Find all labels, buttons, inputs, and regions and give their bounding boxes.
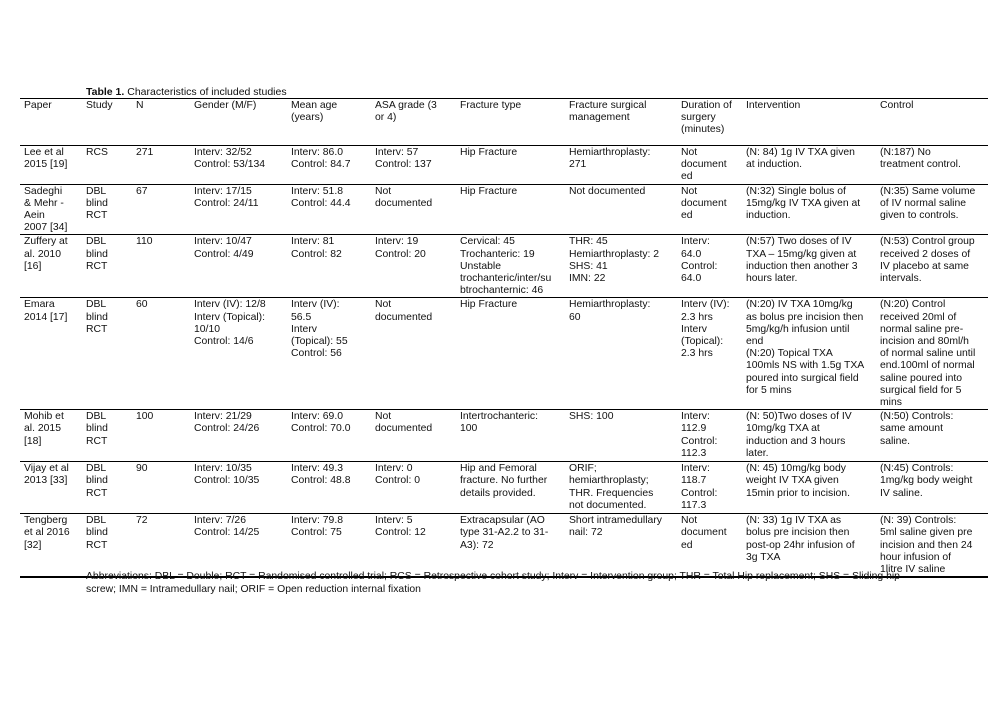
table-body xyxy=(20,146,988,578)
cell-asa-grade: Interv: 57 Control: 137 xyxy=(375,147,432,171)
column-header-intervention: Intervention xyxy=(746,100,801,111)
column-header-mean-age: Mean age (years) xyxy=(291,100,338,124)
table-row xyxy=(20,298,988,410)
cell-n: 72 xyxy=(136,515,148,527)
cell-asa-grade: Not documented xyxy=(375,185,433,209)
cell-gender: Interv (IV): 12/8 Interv (Topical): 10/10 Control: 14/6 xyxy=(194,299,266,348)
cell-control: (N: 39) Controls: 5ml saline given pre incision and then 24 hour infusion of 1litre IV saline xyxy=(880,515,973,576)
cell-asa-grade: Not documented xyxy=(375,299,433,323)
cell-gender: Interv: 10/47 Control: 4/49 xyxy=(194,236,254,260)
cell-intervention: (N:32) Single bolus of 15mg/kg IV TXA given at induction. xyxy=(746,185,861,222)
cell-paper: Mohib et al. 2015 [18] xyxy=(24,411,64,447)
cell-duration: Interv: 112.9 Control: 112.3 xyxy=(681,411,718,459)
cell-study: DBL blind RCT xyxy=(86,515,108,551)
cell-n: 90 xyxy=(136,463,148,475)
column-header-n: N xyxy=(136,100,144,111)
column-header-surgical-management: Fracture surgical management xyxy=(569,100,647,124)
cell-asa-grade: Not documented xyxy=(375,411,433,435)
cell-surgical-management: Not documented xyxy=(569,185,646,197)
cell-gender: Interv: 17/15 Control: 24/11 xyxy=(194,185,259,209)
cell-gender: Interv: 21/29 Control: 24/26 xyxy=(194,411,260,435)
cell-duration: Interv (IV): 2.3 hrs Interv (Topical): 2.3 hrs xyxy=(681,299,730,360)
cell-intervention: (N: 33) 1g IV TXA as bolus pre incision then post-op 24hr infusion of 3g TXA xyxy=(746,515,855,563)
cell-duration: Interv: 118.7 Control: 117.3 xyxy=(681,463,718,511)
cell-intervention: (N: 45) 10mg/kg body weight IV TXA given 15min prior to incision. xyxy=(746,463,850,499)
cell-n: 60 xyxy=(136,299,148,311)
cell-surgical-management: Short intramedullary nail: 72 xyxy=(569,515,662,539)
cell-mean-age: Interv: 51.8 Control: 44.4 xyxy=(291,185,351,209)
cell-gender: Interv: 32/52 Control: 53/134 xyxy=(194,147,266,171)
table-caption-text: Characteristics of included studies xyxy=(127,86,287,98)
cell-study: DBL blind RCT xyxy=(86,463,108,499)
cell-control: (N:187) No treatment control. xyxy=(880,147,961,171)
cell-paper: Emara 2014 [17] xyxy=(24,299,68,323)
cell-control: (N:35) Same volume of IV normal saline given to controls. xyxy=(880,185,976,222)
cell-study: DBL blind RCT xyxy=(86,411,108,447)
cell-mean-age: Interv: 69.0 Control: 70.0 xyxy=(291,411,351,435)
cell-surgical-management: SHS: 100 xyxy=(569,411,614,423)
cell-mean-age: Interv (IV): 56.5 Interv (Topical): 55 Control: 56 xyxy=(291,299,348,360)
cell-gender: Interv: 7/26 Control: 14/25 xyxy=(194,515,260,539)
cell-paper: Vijay et al 2013 [33] xyxy=(24,463,69,487)
cell-mean-age: Interv: 79.8 Control: 75 xyxy=(291,515,343,539)
abbreviations-footnote: Abbreviations: DBL = Double; RCT = Randomised controlled trial; RCS = Retrospective cohort study; Interv = Intervention group; THR = Total Hip replacement; SHS = Sliding hip screw; IMN = Intramedullary nail; ORIF = Open reduction internal fixation xyxy=(86,571,900,595)
characteristics-table xyxy=(20,98,988,578)
cell-fracture-type: Intertrochanteric: 100 xyxy=(460,411,538,435)
column-header-duration: Duration of surgery (minutes) xyxy=(681,100,732,136)
column-header-study: Study xyxy=(86,100,113,111)
cell-duration: Interv: 64.0 Control: 64.0 xyxy=(681,236,718,285)
cell-fracture-type: Cervical: 45 Trochanteric: 19 Unstable trochanteric/inter/su btrochanternic: 46 xyxy=(460,236,552,297)
cell-paper: Tengberg et al 2016 [32] xyxy=(24,515,70,551)
cell-n: 67 xyxy=(136,185,148,197)
column-header-paper: Paper xyxy=(24,100,52,111)
cell-surgical-management: Hemiarthroplasty: 60 xyxy=(569,299,651,323)
cell-mean-age: Interv: 49.3 Control: 48.8 xyxy=(291,463,351,487)
cell-control: (N:50) Controls: same amount saline. xyxy=(880,411,954,447)
cell-gender: Interv: 10/35 Control: 10/35 xyxy=(194,463,260,487)
cell-duration: Not document ed xyxy=(681,185,727,222)
table-caption xyxy=(86,86,287,98)
cell-study: DBL blind RCT xyxy=(86,185,108,222)
table-row xyxy=(20,146,988,185)
cell-control: (N:53) Control group received 2 doses of IV placebo at same intervals. xyxy=(880,236,975,285)
cell-study: DBL blind RCT xyxy=(86,299,108,335)
cell-fracture-type: Hip Fracture xyxy=(460,185,518,197)
cell-n: 110 xyxy=(136,236,153,248)
table-row xyxy=(20,235,988,298)
table-row xyxy=(20,184,988,235)
cell-control: (N:20) Control received 20ml of normal saline pre- incision and 80ml/h of normal saline until end.100ml of normal saline poured into surgical field for 5 mins xyxy=(880,299,976,409)
cell-asa-grade: Interv: 5 Control: 12 xyxy=(375,515,426,539)
cell-study: RCS xyxy=(86,147,108,158)
cell-fracture-type: Hip Fracture xyxy=(460,299,518,311)
cell-duration: Not document ed xyxy=(681,147,727,183)
cell-n: 100 xyxy=(136,411,154,423)
cell-fracture-type: Hip and Femoral fracture. No further details provided. xyxy=(460,463,548,499)
table-caption-label: Table 1. xyxy=(86,86,125,98)
cell-n: 271 xyxy=(136,147,154,158)
cell-intervention: (N:20) IV TXA 10mg/kg as bolus pre incision then 5mg/kg/h infusion until end (N:20) Topical TXA 100mls NS with 1.5g TXA poured into surgical field for 5 mins xyxy=(746,299,865,396)
cell-fracture-type: Hip Fracture xyxy=(460,147,518,158)
cell-intervention: (N:57) Two doses of IV TXA – 15mg/kg given at induction then another 3 hours later. xyxy=(746,236,858,285)
table-row xyxy=(20,410,988,462)
cell-surgical-management: THR: 45 Hemiarthroplasty: 2 SHS: 41 IMN: 22 xyxy=(569,236,660,285)
cell-paper: Sadeghi & Mehr - Aein 2007 [34] xyxy=(24,185,68,234)
cell-paper: Zuffery at al. 2010 [16] xyxy=(24,236,68,272)
cell-control: (N:45) Controls: 1mg/kg body weight IV saline. xyxy=(880,463,973,499)
table-row xyxy=(20,514,988,578)
cell-asa-grade: Interv: 19 Control: 20 xyxy=(375,236,426,260)
cell-intervention: (N: 84) 1g IV TXA given at induction. xyxy=(746,147,855,171)
cell-surgical-management: Hemiarthroplasty: 271 xyxy=(569,147,651,171)
table-row xyxy=(20,462,988,514)
cell-duration: Not document ed xyxy=(681,515,727,551)
cell-surgical-management: ORIF; hemiarthroplasty; THR. Frequencies not documented. xyxy=(569,463,654,511)
cell-mean-age: Interv: 81 Control: 82 xyxy=(291,236,342,260)
column-header-control: Control xyxy=(880,100,914,111)
column-header-gender: Gender (M/F) xyxy=(194,100,257,111)
cell-intervention: (N: 50)Two doses of IV 10mg/kg TXA at induction and 3 hours later. xyxy=(746,411,852,459)
table-header-row xyxy=(20,99,988,146)
cell-asa-grade: Interv: 0 Control: 0 xyxy=(375,463,421,487)
cell-paper: Lee et al 2015 [19] xyxy=(24,147,68,171)
column-header-asa-grade: ASA grade (3 or 4) xyxy=(375,100,437,124)
cell-mean-age: Interv: 86.0 Control: 84.7 xyxy=(291,147,351,171)
cell-study: DBL blind RCT xyxy=(86,236,108,272)
column-header-fracture-type: Fracture type xyxy=(460,100,522,111)
cell-fracture-type: Extracapsular (AO type 31-A2.2 to 31- A3): 72 xyxy=(460,515,549,551)
